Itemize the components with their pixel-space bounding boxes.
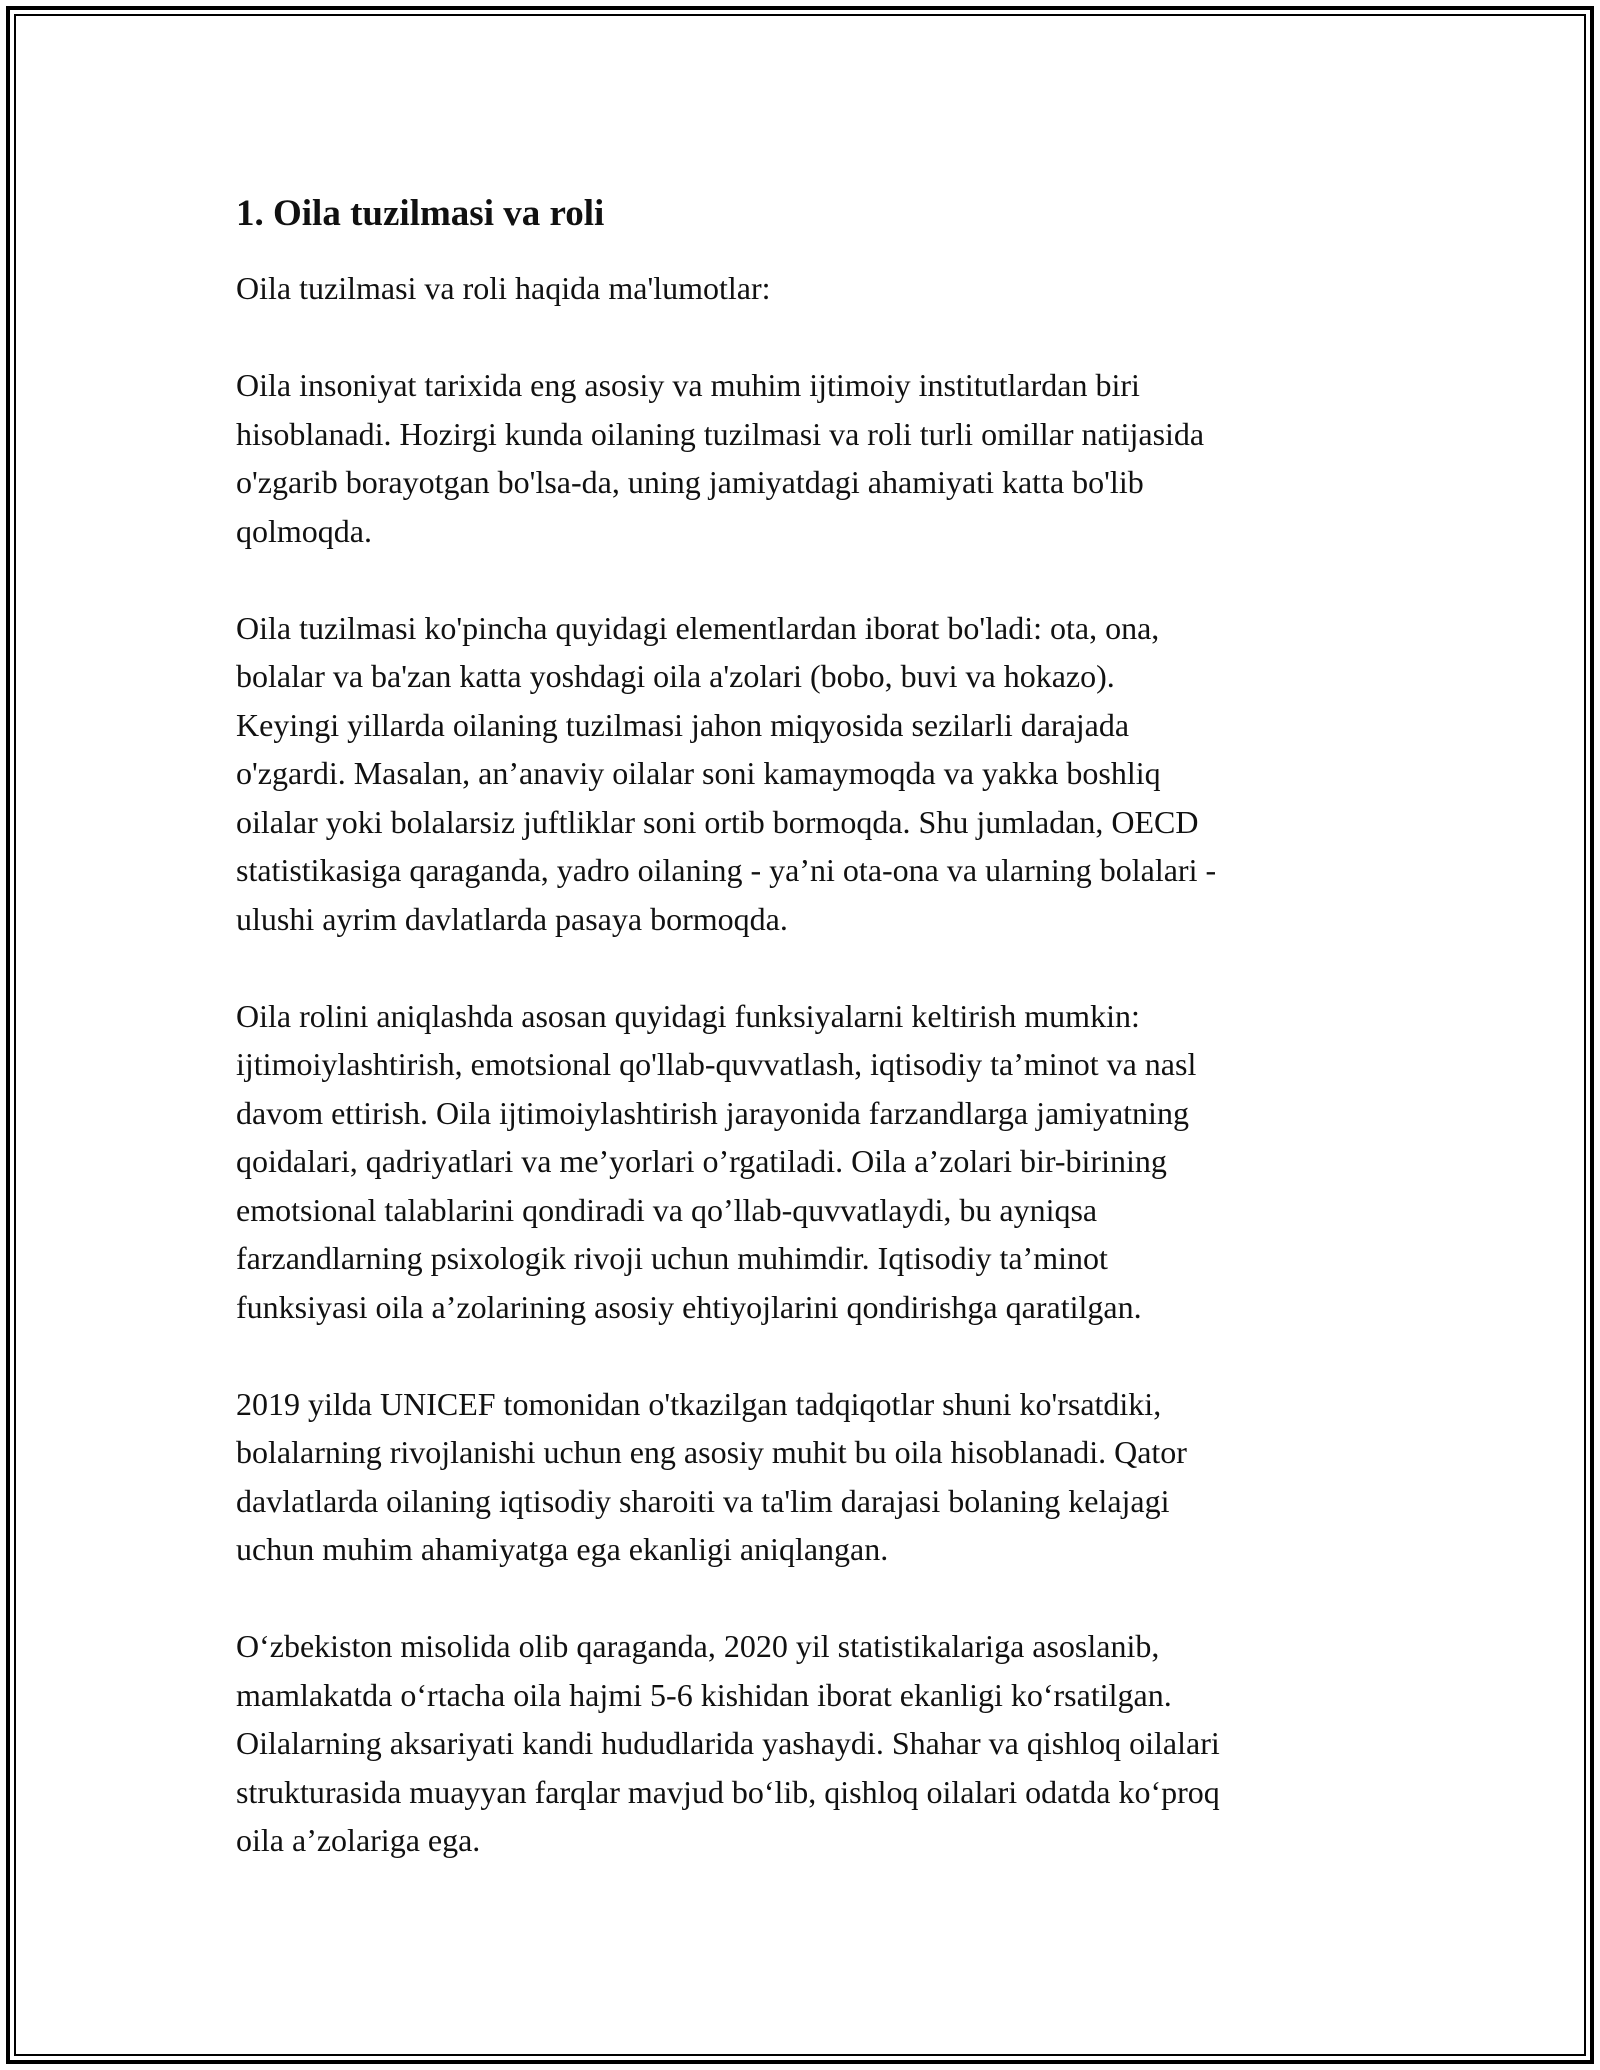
paragraph-line: ulushi ayrim davlatlarda pasaya bormoqda. bbox=[236, 900, 788, 937]
paragraph-line: bolalarning rivojlanishi uchun eng asosiy muhit bu oila hisoblanadi. Qator bbox=[236, 1434, 1187, 1470]
paragraph-line: 2019 yilda UNICEF tomonidan o'tkazilgan tadqiqotlar shuni ko'rsatdiki, bbox=[236, 1385, 1162, 1422]
paragraph bbox=[236, 264, 1376, 313]
paragraph bbox=[236, 1622, 1376, 1865]
paragraph-line: davom ettirish. Oila ijtimoiylashtirish jarayonida farzandlarga jamiyatning bbox=[236, 1094, 1189, 1131]
paragraph-line: Keyingi yillarda oilaning tuzilmasi jahon miqyosida sezilarli darajada bbox=[236, 706, 1130, 743]
paragraph-line: qoidalari, qadriyatlari va me’yorlari o’rgatiladi. Oila a’zolari bir-birining bbox=[236, 1143, 1167, 1179]
paragraph-line: Oilalarning aksariyati kandi hududlarida yashaydi. Shahar va qishloq oilalari bbox=[236, 1725, 1220, 1761]
paragraph bbox=[236, 1380, 1376, 1574]
paragraph-line: uchun muhim ahamiyatga ega ekanligi aniqlangan. bbox=[236, 1531, 889, 1567]
paragraph bbox=[236, 992, 1376, 1332]
paragraph-line: o'zgardi. Masalan, an’anaviy oilalar soni kamaymoqda va yakka boshliq bbox=[236, 755, 1161, 791]
paragraph bbox=[236, 604, 1376, 944]
paragraph-line: davlatlarda oilaning iqtisodiy sharoiti va ta'lim darajasi bolaning kelajagi bbox=[236, 1482, 1170, 1519]
paragraph-line: farzandlarning psixologik rivoji uchun muhimdir. Iqtisodiy ta’minot bbox=[236, 1240, 1108, 1276]
paragraph-line: Oila insoniyat tarixida eng asosiy va muhim ijtimoiy institutlardan biri bbox=[236, 367, 1140, 403]
paragraph-line: funksiyasi oila a’zolarining asosiy ehtiyojlarini qondirishga qaratilgan. bbox=[236, 1288, 1142, 1325]
paragraph-line: emotsional talablarini qondiradi va qo’llab-quvvatlaydi, bu ayniqsa bbox=[236, 1191, 1098, 1228]
paragraph-line: ijtimoiylashtirish, emotsional qo'llab-quvvatlash, iqtisodiy ta’minot va nasl bbox=[236, 1046, 1197, 1082]
paragraph-line: o'zgarib borayotgan bo'lsa-da, uning jamiyatdagi ahamiyati katta bo'lib bbox=[236, 464, 1144, 500]
paragraph-line: strukturasida muayyan farqlar mavjud bo‘lib, qishloq oilalari odatda ko‘proq bbox=[236, 1773, 1220, 1810]
paragraph-line: Oila rolini aniqlashda asosan quyidagi funksiyalarni keltirish mumkin: bbox=[236, 997, 1140, 1034]
paragraph-line: qolmoqda. bbox=[236, 512, 372, 549]
paragraph bbox=[236, 361, 1376, 555]
paragraph-line: mamlakatda o‘rtacha oila hajmi 5-6 kishidan iborat ekanligi ko‘rsatilgan. bbox=[236, 1676, 1172, 1713]
paragraph-line: bolalar va ba'zan katta yoshdagi oila a'zolari (bobo, buvi va hokazo). bbox=[236, 658, 1115, 694]
paragraph-line: oilalar yoki bolalarsiz juftliklar soni ortib bormoqda. Shu jumladan, OECD bbox=[236, 803, 1199, 840]
document-body bbox=[236, 190, 1376, 1913]
paragraph-line: oila a’zolariga ega. bbox=[236, 1822, 481, 1858]
section-heading: 1. Oila tuzilmasi va roli bbox=[236, 193, 605, 234]
paragraph-line: O‘zbekiston misolida olib qaraganda, 2020 yil statistikalariga asoslanib, bbox=[236, 1628, 1160, 1664]
paragraph-line: Oila tuzilmasi ko'pincha quyidagi elementlardan iborat bo'ladi: ota, ona, bbox=[236, 609, 1160, 646]
paragraph-list bbox=[236, 264, 1376, 1865]
paragraph-line: Oila tuzilmasi va roli haqida ma'lumotlar: bbox=[236, 270, 771, 306]
paragraph-line: statistikasiga qaraganda, yadro oilaning - ya’ni ota-ona va ularning bolalari - bbox=[236, 852, 1217, 888]
paragraph-line: hisoblanadi. Hozirgi kunda oilaning tuzilmasi va roli turli omillar natijasida bbox=[236, 415, 1205, 452]
